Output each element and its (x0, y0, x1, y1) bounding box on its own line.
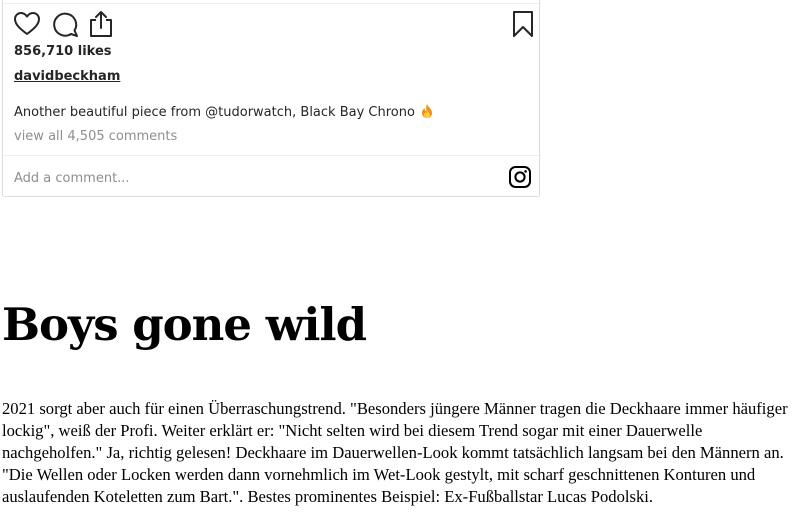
mention-link[interactable]: @tudorwatch (205, 105, 293, 120)
share-icon[interactable] (87, 10, 115, 38)
fire-emoji-icon (421, 104, 433, 118)
likes-count[interactable]: 856,710 likes (14, 44, 112, 59)
divider (3, 3, 539, 4)
instagram-logo-icon[interactable] (508, 165, 532, 189)
instagram-embed (2, 0, 540, 197)
username-link[interactable]: davidbeckham (14, 69, 121, 84)
bookmark-icon[interactable] (509, 10, 537, 38)
divider (3, 155, 539, 156)
action-bar (13, 10, 533, 38)
comment-icon[interactable] (51, 10, 79, 38)
heart-icon[interactable] (13, 10, 41, 38)
comment-input[interactable]: Add a comment... (14, 171, 130, 186)
view-comments-link[interactable]: view all 4,505 comments (14, 129, 178, 144)
caption (14, 104, 433, 120)
article-body: 2021 sorgt aber auch für einen Überraschungstrend. "Besonders jüngere Männer tragen die Deckhaare immer häufiger lockig", weiß der Profi. Weiter erklärt er: "Nicht selten wird bei diesem Trend sogar mit einer Dauerwelle nachgeholfen." Ja, richtig gelesen! Deckhaare im Dauerwellen-Look kommt tatsächlich langsam bei den Männern an. "Die Wellen oder Locken werden dann vornehmlich im Wet-Look gestylt, mit scharf geschnittenen Konturen und auslaufenden Koteletten zum Bart.". Bestes prominentes Beispiel: Ex-Fußballstar Lucas Podolski. (2, 399, 788, 506)
article-headline: Boys gone wild (2, 298, 367, 351)
caption-text: Another beautiful piece from (14, 105, 206, 120)
caption-rest: , Black Bay Chrono (292, 105, 420, 120)
